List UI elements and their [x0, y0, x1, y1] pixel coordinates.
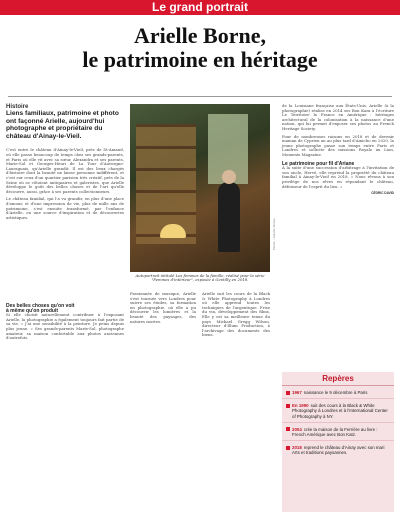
- reperes-text: suit des cours à la Black & White Photography à Londres et à l'International Center of Photography à NY.: [292, 403, 388, 419]
- divider: [8, 96, 392, 97]
- subsection-title: Des belles choses qu'on voit: [6, 303, 75, 309]
- headline-line-1: Arielle Borne,: [134, 23, 266, 48]
- reperes-year: 1967: [292, 390, 302, 395]
- reperes-item: [282, 423, 394, 441]
- right-subhead: Le patrimoine pour fil d'Ariane: [282, 160, 355, 167]
- right-column-text: de la Louisiane française aux États-Unis. Arielle (à la photographie) réalise en 2014 ses Bon Kara à l'écriture Le Territoire la France en Amérique : héritages architectural de la colonisation à la naissance d'une nation, qui lui permet d'exposer ses photos au French Heritage Society.: [282, 103, 394, 131]
- subsection-middle: Passionnée de musique, Arielle s'est tournée vers Londres pour suivre ses études, sa formation en photographie, où elle a pu découvrir les lumières et la beauté des paysages, des natures mortes.: [130, 291, 196, 324]
- reperes-text: naissance le 9 décembre à Paris: [303, 390, 368, 395]
- body-column-2: Le château familial, qui l'a vu grandir, en plus d'une place d'amour, et d'une impression de vie, plus de mille ans de patrimoine, s'est ensuite transformé, par l'enfance d'Arielle, en une source d'inspiration et de découvertes artistiques.: [6, 196, 124, 220]
- reperes-title: Repères: [282, 372, 394, 386]
- body-column-1: C'est entre le château d'Ainay-le-Vieil, près de St-Amand, où elle passe beaucoup de temps chez ses grands-parents, et Paris où elle vit avec sa sœur, Alexandra et ses parents, Marie-Sol et Georges-Henri de La Tour d'Auvergne-Lauraguais, qu'Arielle grandit. Il est des lieux chargés d'histoire dont la beauté ne laisse personne indifférent, et c'est sur ceux d'un quartier parisien très créatif, près de la Seine où se côtoient antiquaires et galeristes, que Arielle développe le goût des belles choses et de l'art qu'elle découvre, aussi, grâce à ses parents collectionneurs.: [6, 147, 124, 194]
- photo-credit: Photo : Arielle Borne: [272, 218, 276, 250]
- headline-line-2: le patrimoine en héritage: [82, 47, 318, 72]
- portrait-photo: [130, 104, 270, 272]
- subsection-subtitle: à même qu'on produit: [6, 307, 59, 314]
- byline: CÉDRIC DAVID: [371, 191, 394, 196]
- lede-label: Histoire: [6, 104, 29, 110]
- reperes-text: crée la maison de la Ferrière au livre : French Amérique avec Bon Katz.: [292, 426, 378, 438]
- bullet-icon: [286, 446, 290, 450]
- reperes-text: reprend le château d'Ainay avec son mari Arts et traditions paysannes.: [292, 445, 385, 456]
- right-column-extra: Pour de nombreuses raisons en 2018 et de devenir maman de Cyprien au au plus tard d'Ainicho en 2020, la jeune photographe passe son temps entre Paris et Londres et sollicite des missions Royale au Lion, Moments Magazine.: [282, 133, 394, 157]
- photo-caption: Autoportrait intitulé Les femmes de la famille, réalisé pour la série "Femmes d'intérieur", exposée à Gentilly en 2018.: [135, 273, 265, 283]
- right-column: [282, 104, 394, 196]
- reperes-year: En 1990: [292, 403, 309, 409]
- bullet-icon: [286, 404, 290, 408]
- lede-column: [6, 104, 124, 220]
- bullet-icon: [286, 391, 290, 395]
- reperes-item: [282, 386, 394, 399]
- bullet-icon: [286, 427, 290, 431]
- headline: [0, 24, 400, 72]
- lede-text: Liens familiaux, patrimoine et photo ont façonné Arielle, aujourd'hui photographe et propriétaire du château d'Ainay-le-Vieil.: [6, 110, 119, 140]
- subsection-left: [6, 300, 124, 341]
- subsection-center: Arielle suit les cours de la Black & White Photography à Londres où elle apprend toutes les techniques de l'argentique. Frise du vin, développement des films. Elle y est sa meilleure tenue du pays Michael Gregg Wilson, directeur d'Illum Production, à l'archivage des documents des biens.: [202, 291, 270, 338]
- reperes-item: [282, 399, 394, 423]
- person-head: [222, 170, 236, 184]
- reperes-year: 2004: [292, 426, 302, 432]
- subsection-left-text: Si elle choisit naturellement contribuer à l'exposant Arielle, la photographie a également toujours fait partie de sa vie. « J'ai une sensibilité à la peinture. Je peins depuis plus jeune. » Ses grands-parents Marie-Sol, photographe amateur, sa maison confortable aux photos anciennes d'autrefois.: [6, 312, 124, 341]
- reperes-year: 2018: [292, 445, 302, 451]
- person-figure: [218, 182, 240, 252]
- section-rubric: Le grand portrait: [0, 0, 400, 15]
- right-column-text-2: À la suite d'une succession d'arbitrage à l'invitation de son oncle, Hervé, elle reprend la propriété du château familial à Ainay-le-Vieil en 2018. « Nous rêvons à son privilège de nos rêves en répondant le château, défenseur de l'esprit du lieu. »: [282, 165, 394, 189]
- reperes-item: [282, 441, 394, 458]
- reperes-box: [282, 372, 394, 512]
